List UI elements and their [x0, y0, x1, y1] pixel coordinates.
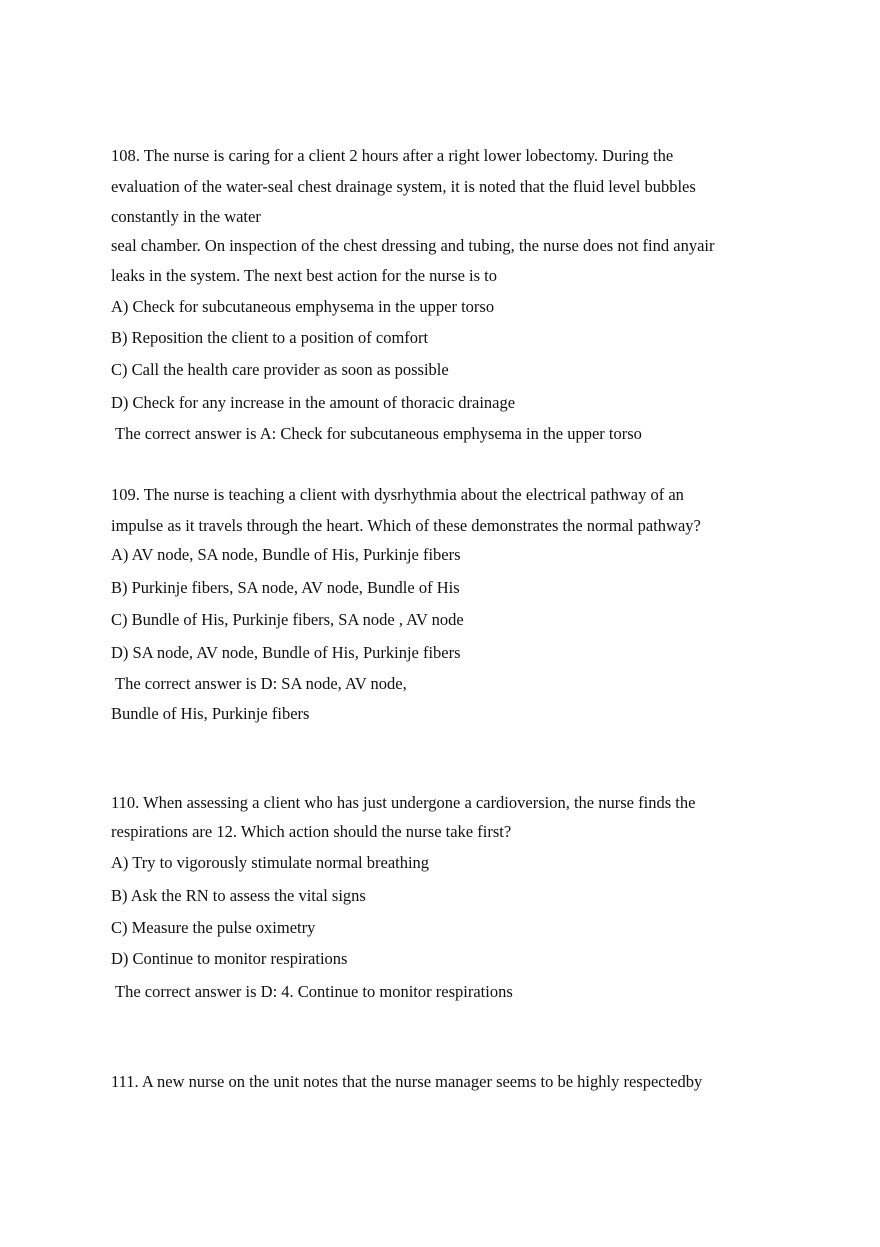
answer-option: C) Bundle of His, Purkinje fibers, SA node , AV node	[111, 610, 464, 629]
answer-option: B) Purkinje fibers, SA node, AV node, Bundle of His	[111, 578, 460, 597]
answer-option: C) Measure the pulse oximetry	[111, 918, 316, 937]
question-stem-line: 111. A new nurse on the unit notes that the nurse manager seems to be highly respectedby	[111, 1072, 703, 1091]
answer-option: C) Call the health care provider as soon as possible	[111, 360, 449, 379]
question-stem-line: leaks in the system. The next best action for the nurse is to	[111, 266, 497, 285]
question-stem-line: 110. When assessing a client who has just undergone a cardioversion, the nurse finds the	[111, 793, 696, 812]
answer-option: B) Ask the RN to assess the vital signs	[111, 886, 366, 905]
correct-answer: The correct answer is D: 4. Continue to monitor respirations	[115, 982, 513, 1001]
answer-option: B) Reposition the client to a position of comfort	[111, 328, 429, 347]
question-stem-line: impulse as it travels through the heart. Which of these demonstrates the normal pathway?	[111, 516, 701, 535]
question-stem-line: 109. The nurse is teaching a client with dysrhythmia about the electrical pathway of an	[111, 485, 684, 504]
answer-option: D) Continue to monitor respirations	[111, 949, 348, 968]
correct-answer: The correct answer is D: SA node, AV node,	[115, 674, 407, 693]
answer-option: D) SA node, AV node, Bundle of His, Purkinje fibers	[111, 643, 461, 662]
answer-option: A) Try to vigorously stimulate normal breathing	[111, 853, 430, 872]
question-stem-line: seal chamber. On inspection of the chest dressing and tubing, the nurse does not find anyair	[111, 236, 715, 255]
correct-answer-continued: Bundle of His, Purkinje fibers	[111, 704, 310, 723]
answer-option: D) Check for any increase in the amount of thoracic drainage	[111, 393, 516, 412]
answer-option: A) Check for subcutaneous emphysema in the upper torso	[111, 297, 495, 316]
correct-answer: The correct answer is A: Check for subcutaneous emphysema in the upper torso	[115, 424, 642, 443]
question-stem-line: evaluation of the water-seal chest drainage system, it is noted that the fluid level bubbles	[111, 177, 696, 196]
question-stem-line: 108. The nurse is caring for a client 2 hours after a right lower lobectomy. During the	[111, 146, 674, 165]
question-stem-line: respirations are 12. Which action should the nurse take first?	[111, 822, 512, 841]
answer-option: A) AV node, SA node, Bundle of His, Purkinje fibers	[111, 545, 461, 564]
question-stem-line: constantly in the water	[111, 207, 261, 226]
